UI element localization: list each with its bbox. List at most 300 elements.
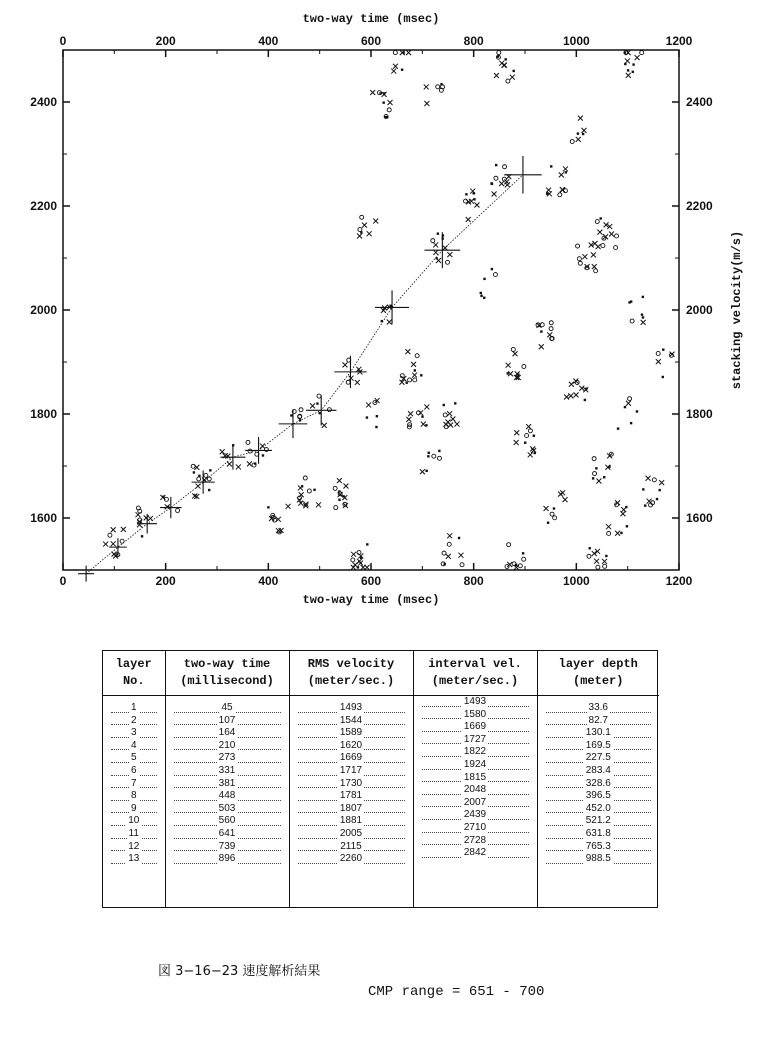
scatter-mark-dot bbox=[483, 278, 485, 280]
scatter-mark-x bbox=[526, 424, 531, 429]
table-cell-text: 2115 bbox=[340, 840, 362, 852]
scatter-mark-x bbox=[596, 479, 601, 484]
scatter-mark-o bbox=[432, 454, 436, 458]
scatter-mark-dot bbox=[301, 485, 303, 487]
rms-velocity-list bbox=[290, 702, 413, 866]
scatter-mark-x bbox=[412, 373, 417, 378]
y-right-tick-label: 1800 bbox=[686, 407, 713, 421]
table-cell bbox=[538, 740, 660, 753]
scatter-mark-dot bbox=[440, 83, 442, 85]
interval-vel-list bbox=[414, 696, 537, 866]
scatter-mark-x bbox=[602, 559, 607, 564]
scatter-mark-dot bbox=[627, 69, 629, 71]
scatter-mark-x bbox=[514, 440, 519, 445]
scatter-mark-dot bbox=[454, 402, 456, 404]
scatter-mark-dot bbox=[406, 381, 408, 383]
x-top-tick-label: 800 bbox=[463, 34, 484, 48]
table-cell-text: 283.4 bbox=[585, 764, 611, 776]
scatter-mark-x bbox=[620, 511, 625, 516]
scatter-mark-x bbox=[447, 411, 452, 416]
x-bottom-tick-label: 0 bbox=[59, 574, 67, 588]
scatter-mark-dot bbox=[491, 183, 493, 185]
scatter-mark-dot bbox=[316, 402, 318, 404]
scatter-mark-x bbox=[563, 497, 568, 502]
table-cell-text: 1589 bbox=[339, 727, 363, 739]
y-left-tick-label: 2400 bbox=[30, 95, 57, 109]
scatter-mark-x bbox=[405, 349, 410, 354]
scatter-mark-o bbox=[351, 558, 355, 562]
table-cell-text: 2439 bbox=[463, 809, 487, 821]
scatter-mark-x bbox=[513, 351, 518, 356]
scatter-mark-x bbox=[408, 411, 413, 416]
scatter-mark-x bbox=[528, 452, 533, 457]
table-cell bbox=[538, 841, 660, 854]
x-top-tick-label: 400 bbox=[258, 34, 279, 48]
scatter-mark-o bbox=[656, 351, 660, 355]
scatter-mark-o bbox=[615, 234, 619, 238]
column-layer-no bbox=[103, 696, 165, 908]
table-cell-text: 503 bbox=[218, 802, 236, 814]
table-cell-text: 739 bbox=[218, 840, 236, 852]
scatter-mark-x bbox=[568, 393, 573, 398]
scatter-mark-x bbox=[499, 181, 504, 186]
table-cell-text: 4 bbox=[130, 739, 137, 751]
scatter-mark-o bbox=[360, 215, 364, 219]
scatter-mark-dot bbox=[584, 399, 586, 401]
table-cell bbox=[414, 797, 537, 810]
scatter-mark-dot bbox=[547, 522, 549, 524]
header-layer-no-line2: No. bbox=[122, 674, 145, 688]
table-cell bbox=[290, 765, 413, 778]
table-cell-text: 3 bbox=[130, 727, 137, 739]
scatter-mark-dot bbox=[515, 564, 517, 566]
scatter-mark-o bbox=[413, 378, 417, 382]
scatter-mark-x bbox=[546, 188, 551, 193]
table-cell-text: 1717 bbox=[339, 764, 363, 776]
table-cell-text: 227.5 bbox=[585, 752, 611, 764]
scatter-mark-x bbox=[433, 242, 438, 247]
scatter-mark-dot bbox=[605, 555, 607, 557]
table-cell-text: 169.5 bbox=[585, 739, 611, 751]
scatter-mark-dot bbox=[658, 489, 660, 491]
scatter-mark-dot bbox=[366, 416, 368, 418]
table-cell bbox=[103, 841, 165, 854]
scatter-mark-dot bbox=[642, 488, 644, 490]
scatter-mark-o bbox=[506, 79, 510, 83]
scatter-mark-dot bbox=[438, 450, 440, 452]
table-cell-text: 396.5 bbox=[585, 790, 611, 802]
table-cell bbox=[414, 809, 537, 822]
x-top-tick-label: 1000 bbox=[562, 34, 590, 48]
scatter-mark-dot bbox=[600, 217, 602, 219]
scatter-mark-o bbox=[522, 364, 526, 368]
y-left-tick-label: 1800 bbox=[30, 407, 57, 421]
scatter-mark-dot bbox=[662, 348, 664, 350]
table-cell bbox=[538, 752, 660, 765]
table-cell bbox=[166, 778, 289, 791]
scatter-mark-x bbox=[576, 137, 581, 142]
table-cell bbox=[414, 734, 537, 747]
scatter-mark-x bbox=[387, 320, 392, 325]
scatter-mark-x bbox=[569, 382, 574, 387]
picked-velocity-cross bbox=[192, 471, 215, 494]
table-cell-text: 164 bbox=[218, 727, 236, 739]
scatter-mark-x bbox=[466, 217, 471, 222]
scatter-mark-o bbox=[191, 464, 195, 468]
table-cell bbox=[166, 752, 289, 765]
scatter-mark-dot bbox=[595, 467, 597, 469]
scatter-mark-dot bbox=[366, 543, 368, 545]
table-cell-text: 1493 bbox=[463, 696, 487, 707]
picked-velocity-cross bbox=[424, 232, 460, 268]
scatter-mark-dot bbox=[582, 133, 584, 135]
scatter-mark-o bbox=[553, 516, 557, 520]
table-cell-text: 631.8 bbox=[585, 827, 611, 839]
scatter-mark-x bbox=[563, 166, 568, 171]
scatter-mark-dot bbox=[553, 507, 555, 509]
table-cell bbox=[103, 803, 165, 816]
scatter-mark-x bbox=[574, 392, 579, 397]
scatter-mark-dot bbox=[421, 415, 423, 417]
table-cell bbox=[290, 740, 413, 753]
scatter-mark-dot bbox=[628, 301, 630, 303]
table-cell-text: 2260 bbox=[339, 853, 363, 865]
scatter-mark-x bbox=[316, 502, 321, 507]
table-cell bbox=[166, 702, 289, 715]
scatter-mark-o bbox=[578, 261, 582, 265]
table-cell-text: 1544 bbox=[339, 714, 363, 726]
table-cell bbox=[290, 828, 413, 841]
scatter-mark-dot bbox=[458, 537, 460, 539]
x-axis-bottom bbox=[60, 563, 693, 588]
scatter-mark-o bbox=[415, 354, 419, 358]
y-axis-title-right: stacking velocity(m/s) bbox=[730, 230, 744, 390]
scatter-mark-x bbox=[492, 192, 497, 197]
scatter-mark-dot bbox=[313, 489, 315, 491]
table-cell bbox=[414, 822, 537, 835]
scatter-mark-o bbox=[299, 408, 303, 412]
scatter-mark-x bbox=[420, 469, 425, 474]
scatter-mark-x bbox=[646, 476, 651, 481]
scatter-mark-dot bbox=[585, 387, 587, 389]
table-cell bbox=[414, 847, 537, 860]
table-cell bbox=[103, 702, 165, 715]
x-top-tick-label: 0 bbox=[59, 34, 67, 48]
scatter-mark-o bbox=[601, 244, 605, 248]
scatter-mark-o bbox=[436, 85, 440, 89]
header-two-way-time bbox=[165, 651, 289, 696]
column-two-way-time bbox=[165, 696, 289, 908]
scatter-mark-x bbox=[220, 449, 225, 454]
header-layer-no-line1: layer bbox=[115, 657, 152, 671]
scatter-mark-dot bbox=[382, 101, 384, 103]
scatter-mark-o bbox=[525, 434, 529, 438]
scatter-mark-x bbox=[560, 187, 565, 192]
table-cell bbox=[166, 765, 289, 778]
scatter-mark-x bbox=[582, 254, 587, 259]
scatter-mark-x bbox=[406, 50, 411, 55]
scatter-mark-x bbox=[659, 480, 664, 485]
table-cell bbox=[290, 790, 413, 803]
scatter-mark-dot bbox=[603, 476, 605, 478]
table-cell-text: 452.0 bbox=[585, 802, 611, 814]
table-cell-text: 1 bbox=[130, 702, 137, 713]
scatter-mark-x bbox=[310, 403, 315, 408]
table-cell-text: 896 bbox=[218, 853, 236, 865]
table-cell-text: 641 bbox=[218, 827, 236, 839]
column-interval-vel bbox=[413, 696, 537, 908]
scatter-mark-x bbox=[351, 552, 356, 557]
scatter-mark-o bbox=[446, 260, 450, 264]
table-cell bbox=[103, 765, 165, 778]
scatter-mark-dot bbox=[141, 535, 143, 537]
table-cell-text: 13 bbox=[128, 853, 140, 865]
picked-velocity-cross bbox=[220, 445, 245, 470]
table-cell-text: 12 bbox=[128, 840, 140, 852]
table-cell-text: 328.6 bbox=[585, 777, 611, 789]
table-cell-text: 2048 bbox=[463, 784, 487, 796]
scatter-mark-o bbox=[577, 257, 581, 261]
table-cell bbox=[538, 803, 660, 816]
table-cell-text: 560 bbox=[218, 815, 236, 827]
table-cell bbox=[414, 759, 537, 772]
scatter-mark-dot bbox=[592, 477, 594, 479]
table-cell bbox=[290, 778, 413, 791]
header-interval-vel-line1: interval vel. bbox=[428, 657, 522, 671]
scatter-mark-x bbox=[137, 522, 142, 527]
scatter-mark-x bbox=[355, 380, 360, 385]
scatter-mark-o bbox=[346, 380, 350, 384]
scatter-mark-x bbox=[594, 559, 599, 564]
scatter-mark-o bbox=[493, 273, 497, 277]
header-rms-velocity-line2: (meter/sec.) bbox=[307, 674, 395, 688]
scatter-mark-x bbox=[366, 402, 371, 407]
scatter-mark-x bbox=[592, 264, 597, 269]
table-cell-text: 1924 bbox=[463, 758, 487, 770]
scatter-mark-o bbox=[587, 554, 591, 558]
scatter-mark-dot bbox=[565, 171, 567, 173]
table-cell bbox=[538, 778, 660, 791]
scatter-mark-o bbox=[317, 394, 321, 398]
header-layer-depth-line2: (meter) bbox=[573, 674, 624, 688]
scatter-mark-dot bbox=[473, 198, 475, 200]
x-top-tick-label: 1200 bbox=[665, 34, 693, 48]
table-cell bbox=[538, 702, 660, 715]
scatter-mark-x bbox=[626, 401, 631, 406]
table-cell-text: 210 bbox=[218, 739, 236, 751]
scatter-mark-dot bbox=[357, 566, 359, 568]
table-cell bbox=[290, 815, 413, 828]
scatter-mark-x bbox=[411, 362, 416, 367]
table-cell-text: 273 bbox=[218, 752, 236, 764]
table-cell-text: 2 bbox=[130, 714, 137, 726]
scatter-mark-x bbox=[544, 506, 549, 511]
table-cell bbox=[538, 727, 660, 740]
x-bottom-tick-label: 1000 bbox=[562, 574, 590, 588]
scatter-mark-o bbox=[550, 512, 554, 516]
scatter-mark-o bbox=[628, 397, 632, 401]
table-cell-text: 9 bbox=[130, 802, 137, 814]
scatter-mark-dot bbox=[642, 296, 644, 298]
scatter-mark-x bbox=[388, 100, 393, 105]
scatter-mark-dot bbox=[620, 532, 622, 534]
velocity-table-grid bbox=[103, 651, 659, 907]
x-bottom-tick-label: 800 bbox=[463, 574, 484, 588]
scatter-mark-dot bbox=[414, 369, 416, 371]
table-cell-text: 331 bbox=[218, 764, 236, 776]
table-cell-text: 1727 bbox=[463, 733, 487, 745]
scatter-mark-x bbox=[502, 63, 507, 68]
scatter-mark-dot bbox=[617, 427, 619, 429]
scatter-mark-x bbox=[560, 490, 565, 495]
table-cell bbox=[290, 715, 413, 728]
scatter-mark-x bbox=[656, 359, 661, 364]
scatter-mark-x bbox=[236, 464, 241, 469]
header-interval-vel bbox=[413, 651, 537, 696]
scatter-mark-dot bbox=[512, 70, 514, 72]
scatter-mark-x bbox=[581, 128, 586, 133]
scatter-mark-x bbox=[247, 461, 252, 466]
scatter-mark-dot bbox=[267, 506, 269, 508]
table-cell bbox=[166, 828, 289, 841]
table-cell bbox=[290, 803, 413, 816]
scatter-mark-x bbox=[597, 230, 602, 235]
scatter-mark-x bbox=[559, 172, 564, 177]
scatter-mark-o bbox=[327, 408, 331, 412]
picked-velocity-cross bbox=[334, 356, 366, 388]
scatter-mark-o bbox=[549, 327, 553, 331]
table-cell bbox=[414, 746, 537, 759]
scatter-mark-dot bbox=[338, 499, 340, 501]
scatter-mark-o bbox=[497, 51, 501, 55]
scatter-mark-o bbox=[549, 321, 553, 325]
table-cell bbox=[290, 702, 413, 715]
table-cell bbox=[166, 727, 289, 740]
scatter-mark-x bbox=[454, 422, 459, 427]
scatter-mark-o bbox=[614, 246, 618, 250]
scatter-mark-o bbox=[393, 51, 397, 55]
table-cell-text: 765.3 bbox=[585, 840, 611, 852]
scatter-mark-x bbox=[505, 182, 510, 187]
scatter-mark-dot bbox=[465, 193, 467, 195]
scatter-mark-x bbox=[499, 61, 504, 66]
scatter-mark-x bbox=[342, 362, 347, 367]
scatter-mark-x bbox=[111, 527, 116, 532]
scatter-mark-x bbox=[446, 554, 451, 559]
table-cell-text: 1493 bbox=[339, 702, 363, 713]
table-cell-text: 1781 bbox=[339, 790, 363, 802]
scatter-mark-dot bbox=[360, 557, 362, 559]
scatter-mark-o bbox=[204, 473, 208, 477]
scatter-mark-dot bbox=[491, 268, 493, 270]
table-cell-text: 45 bbox=[221, 702, 233, 713]
x-axis-title-top: two-way time (msec) bbox=[302, 12, 440, 26]
scatter-mark-dot bbox=[420, 374, 422, 376]
scatter-mark-o bbox=[518, 564, 522, 568]
scatter-mark-o bbox=[197, 477, 201, 481]
table-cell-text: 2842 bbox=[463, 847, 487, 859]
table-cell bbox=[414, 709, 537, 722]
scatter-mark-x bbox=[591, 252, 596, 257]
scatter-mark-o bbox=[503, 165, 507, 169]
scatter-mark-x bbox=[227, 462, 232, 467]
table-cell bbox=[166, 841, 289, 854]
scatter-mark-o bbox=[652, 478, 656, 482]
scatter-mark-o bbox=[176, 508, 180, 512]
scatter-mark-dot bbox=[577, 132, 579, 134]
scatter-mark-dot bbox=[425, 470, 427, 472]
table-cell-text: 2728 bbox=[463, 834, 487, 846]
scatter-mark-dot bbox=[641, 313, 643, 315]
scatter-mark-o bbox=[592, 457, 596, 461]
scatter-mark-o bbox=[630, 319, 634, 323]
table-cell-text: 448 bbox=[218, 790, 236, 802]
scatter-mark-o bbox=[108, 533, 112, 537]
scatter-mark-dot bbox=[550, 165, 552, 167]
table-cell-text: 130.1 bbox=[585, 727, 611, 739]
table-cell-text: 988.5 bbox=[585, 853, 611, 865]
scatter-mark-o bbox=[431, 239, 435, 243]
scatter-mark-x bbox=[635, 55, 640, 60]
table-cell bbox=[538, 815, 660, 828]
table-cell-text: 5 bbox=[130, 752, 137, 764]
scatter-mark-x bbox=[539, 344, 544, 349]
picked-velocity-cross bbox=[306, 395, 336, 425]
header-two-way-time-line1: two-way time bbox=[183, 657, 271, 671]
table-cell-text: 1822 bbox=[463, 746, 487, 758]
scatter-mark-dot bbox=[401, 69, 403, 71]
table-cell-text: 1730 bbox=[339, 777, 363, 789]
scatter-mark-o bbox=[507, 543, 511, 547]
scatter-mark-x bbox=[474, 203, 479, 208]
scatter-mark-x bbox=[351, 565, 356, 570]
header-two-way-time-line2: (millisecond) bbox=[180, 674, 274, 688]
scatter-mark-x bbox=[361, 565, 366, 570]
scatter-mark-dot bbox=[428, 452, 430, 454]
scatter-mark-x bbox=[609, 231, 614, 236]
scatter-mark-dot bbox=[636, 410, 638, 412]
scatter-mark-dot bbox=[162, 495, 164, 497]
table-cell bbox=[290, 752, 413, 765]
y-right-tick-label: 1600 bbox=[686, 511, 713, 525]
table-cell-text: 1815 bbox=[463, 771, 487, 783]
scatter-mark-dot bbox=[209, 469, 211, 471]
scatter-mark-x bbox=[349, 376, 354, 381]
scatter-mark-o bbox=[246, 440, 250, 444]
scatter-mark-o bbox=[596, 565, 600, 569]
table-cell-text: 1881 bbox=[339, 815, 363, 827]
table-cell bbox=[103, 778, 165, 791]
picked-velocity-cross bbox=[279, 410, 308, 439]
layer-no-list bbox=[103, 702, 165, 866]
x-bottom-tick-label: 200 bbox=[155, 574, 176, 588]
scatter-mark-o bbox=[576, 244, 580, 248]
scatter-mark-o bbox=[528, 429, 532, 433]
velocity-trend-line bbox=[86, 175, 523, 574]
scatter-mark-dot bbox=[497, 55, 499, 57]
table-cell bbox=[166, 790, 289, 803]
scatter-mark-x bbox=[625, 58, 630, 63]
scatter-mark-o bbox=[640, 51, 644, 55]
scatter-mark-o bbox=[522, 557, 526, 561]
scatter-mark-o bbox=[460, 563, 464, 567]
scatter-mark-o bbox=[437, 456, 441, 460]
scatter-mark-o bbox=[333, 486, 337, 490]
y-axis-left bbox=[30, 50, 70, 570]
table-cell-text: 82.7 bbox=[588, 714, 608, 726]
scatter-mark-x bbox=[357, 234, 362, 239]
scatter-mark-dot bbox=[193, 471, 195, 473]
